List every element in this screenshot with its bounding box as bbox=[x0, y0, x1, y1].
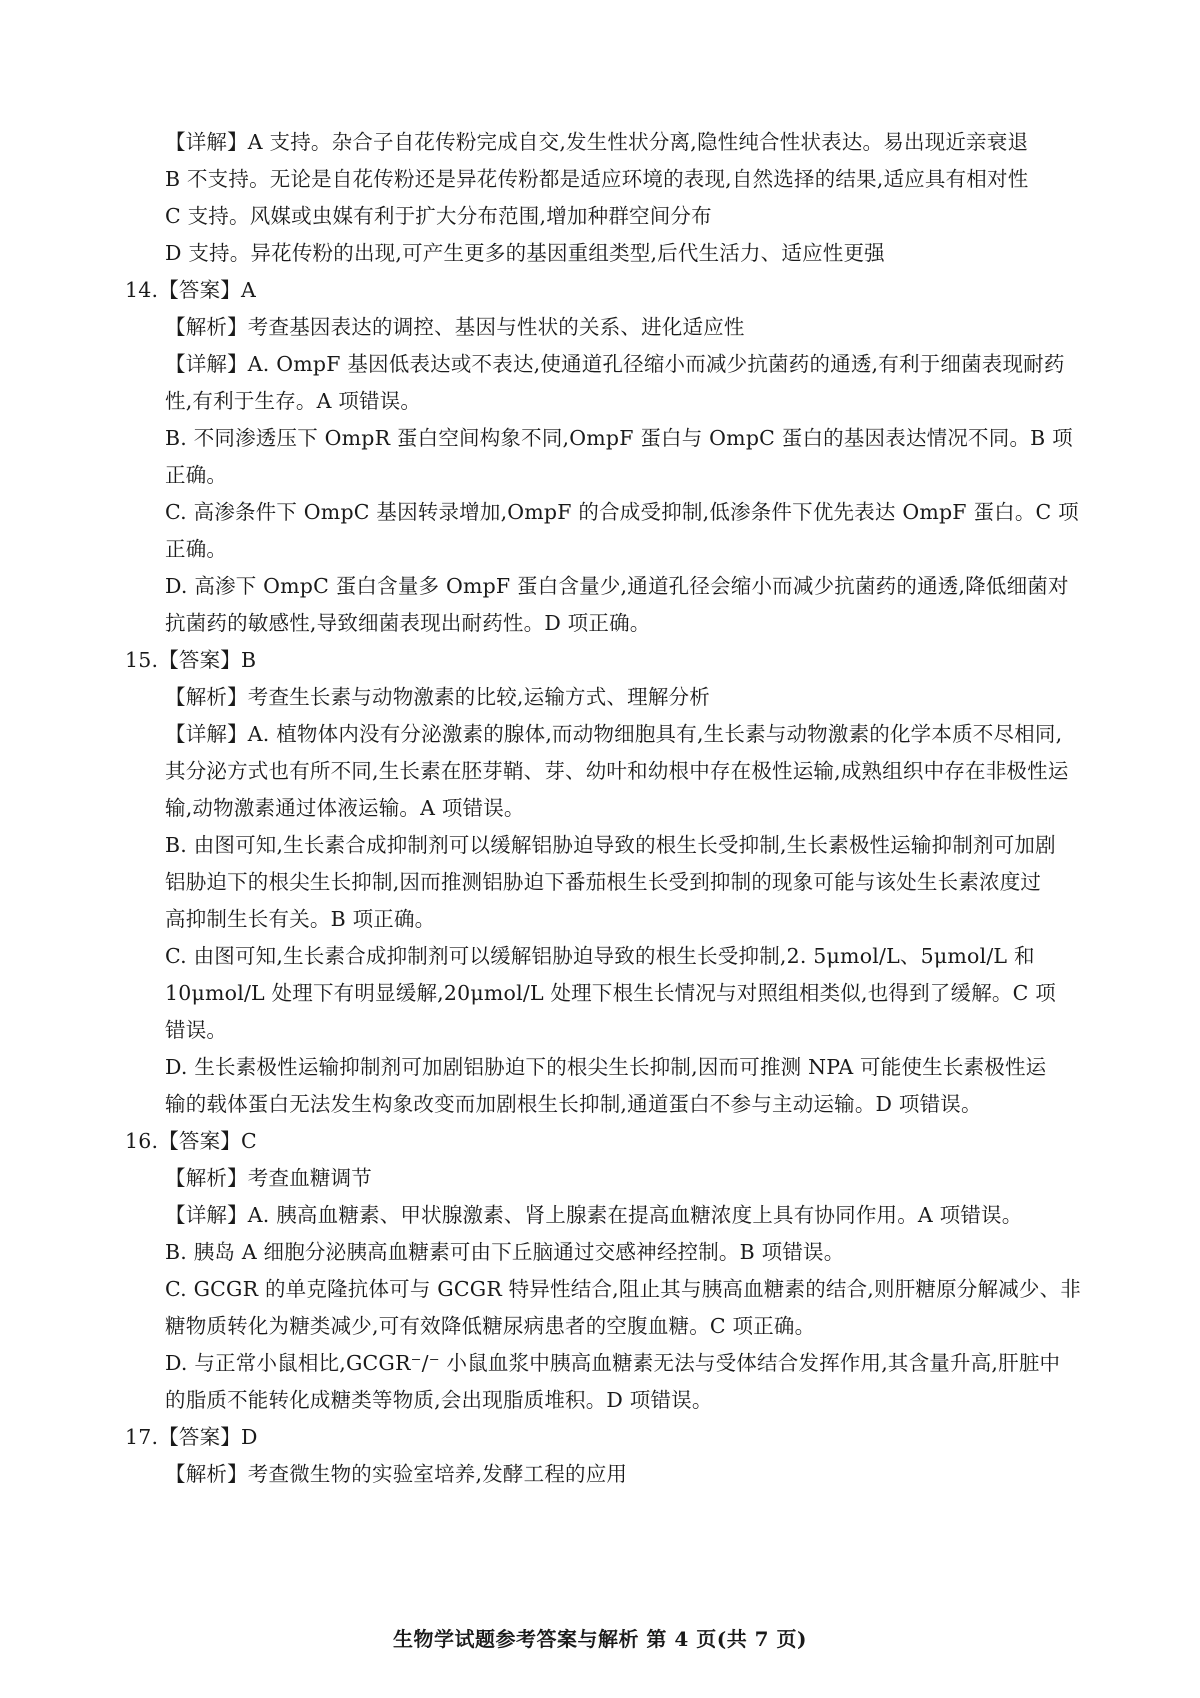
page-footer: 生物学试题参考答案与解析 第 4 页(共 7 页) bbox=[392, 1627, 808, 1651]
question-answer: 14.【答案】A bbox=[125, 278, 257, 302]
text-line: 高抑制生长有关。B 项正确。 bbox=[165, 907, 436, 931]
text-line: C 支持。风媒或虫媒有利于扩大分布范围,增加种群空间分布 bbox=[165, 204, 712, 228]
text-line: 【解析】考查生长素与动物激素的比较,运输方式、理解分析 bbox=[165, 685, 710, 709]
text-line: C. 由图可知,生长素合成抑制剂可以缓解铝胁迫导致的根生长受抑制,2. 5μmol/L、5μmol/L 和 bbox=[165, 944, 1035, 968]
text-line: D. 高渗下 OmpC 蛋白含量多 OmpF 蛋白含量少,通道孔径会缩小而减少抗菌药的通透,降低细菌对 bbox=[165, 574, 1069, 598]
text-line: B. 胰岛 A 细胞分泌胰高血糖素可由下丘脑通过交感神经控制。B 项错误。 bbox=[165, 1240, 845, 1264]
text-line: D. 生长素极性运输抑制剂可加剧铝胁迫下的根尖生长抑制,因而可推测 NPA 可能使生长素极性运 bbox=[165, 1055, 1047, 1079]
text-line: B. 不同渗透压下 OmpR 蛋白空间构象不同,OmpF 蛋白与 OmpC 蛋白的基因表达情况不同。B 项 bbox=[165, 426, 1073, 450]
question-answer: 16.【答案】C bbox=[125, 1129, 257, 1153]
text-line: 的脂质不能转化成糖类等物质,会出现脂质堆积。D 项错误。 bbox=[165, 1388, 713, 1412]
text-line: C. 高渗条件下 OmpC 基因转录增加,OmpF 的合成受抑制,低渗条件下优先表达 OmpF 蛋白。C 项 bbox=[165, 500, 1079, 524]
text-line: 10μmol/L 处理下有明显缓解,20μmol/L 处理下根生长情况与对照组相类似,也得到了缓解。C 项 bbox=[165, 981, 1056, 1005]
text-line: 铝胁迫下的根尖生长抑制,因而推测铝胁迫下番茄根生长受到抑制的现象可能与该处生长素浓度过 bbox=[165, 870, 1042, 894]
text-line: C. GCGR 的单克隆抗体可与 GCGR 特异性结合,阻止其与胰高血糖素的结合,则肝糖原分解减少、非 bbox=[165, 1277, 1082, 1301]
text-line: 【详解】A. 植物体内没有分泌激素的腺体,而动物细胞具有,生长素与动物激素的化学本质不尽相同, bbox=[165, 722, 1063, 746]
text-line: 输,动物激素通过体液运输。A 项错误。 bbox=[165, 796, 525, 820]
text-line: 【解析】考查血糖调节 bbox=[165, 1166, 372, 1190]
text-line: 【详解】A 支持。杂合子自花传粉完成自交,发生性状分离,隐性纯合性状表达。易出现近亲衰退 bbox=[165, 130, 1029, 154]
text-line: 其分泌方式也有所不同,生长素在胚芽鞘、芽、幼叶和幼根中存在极性运输,成熟组织中存在非极性运 bbox=[165, 759, 1069, 783]
text-line: B 不支持。无论是自花传粉还是异花传粉都是适应环境的表现,自然选择的结果,适应具有相对性 bbox=[165, 167, 1029, 191]
text-line: 错误。 bbox=[165, 1018, 228, 1042]
text-line: 糖物质转化为糖类减少,可有效降低糖尿病患者的空腹血糖。C 项正确。 bbox=[165, 1314, 816, 1338]
text-line: 【解析】考查基因表达的调控、基因与性状的关系、进化适应性 bbox=[165, 315, 745, 339]
text-line: 正确。 bbox=[165, 463, 228, 487]
text-line: 正确。 bbox=[165, 537, 228, 561]
text-line: 输的载体蛋白无法发生构象改变而加剧根生长抑制,通道蛋白不参与主动运输。D 项错误。 bbox=[165, 1092, 982, 1116]
text-line: D 支持。异花传粉的出现,可产生更多的基因重组类型,后代生活力、适应性更强 bbox=[165, 241, 885, 265]
text-line: 【详解】A. OmpF 基因低表达或不表达,使通道孔径缩小而减少抗菌药的通透,有利于细菌表现耐药 bbox=[165, 352, 1065, 376]
text-line: 【详解】A. 胰高血糖素、甲状腺激素、肾上腺素在提高血糖浓度上具有协同作用。A 项错误。 bbox=[165, 1203, 1023, 1227]
text-line: D. 与正常小鼠相比,GCGR⁻/⁻ 小鼠血浆中胰高血糖素无法与受体结合发挥作用,其含量升高,肝脏中 bbox=[165, 1351, 1061, 1375]
question-answer: 15.【答案】B bbox=[125, 648, 257, 672]
question-answer: 17.【答案】D bbox=[125, 1425, 258, 1449]
text-line: 【解析】考查微生物的实验室培养,发酵工程的应用 bbox=[165, 1462, 628, 1486]
text-line: B. 由图可知,生长素合成抑制剂可以缓解铝胁迫导致的根生长受抑制,生长素极性运输抑制剂可加剧 bbox=[165, 833, 1056, 857]
text-line: 抗菌药的敏感性,导致细菌表现出耐药性。D 项正确。 bbox=[165, 611, 651, 635]
text-line: 性,有利于生存。A 项错误。 bbox=[165, 389, 422, 413]
